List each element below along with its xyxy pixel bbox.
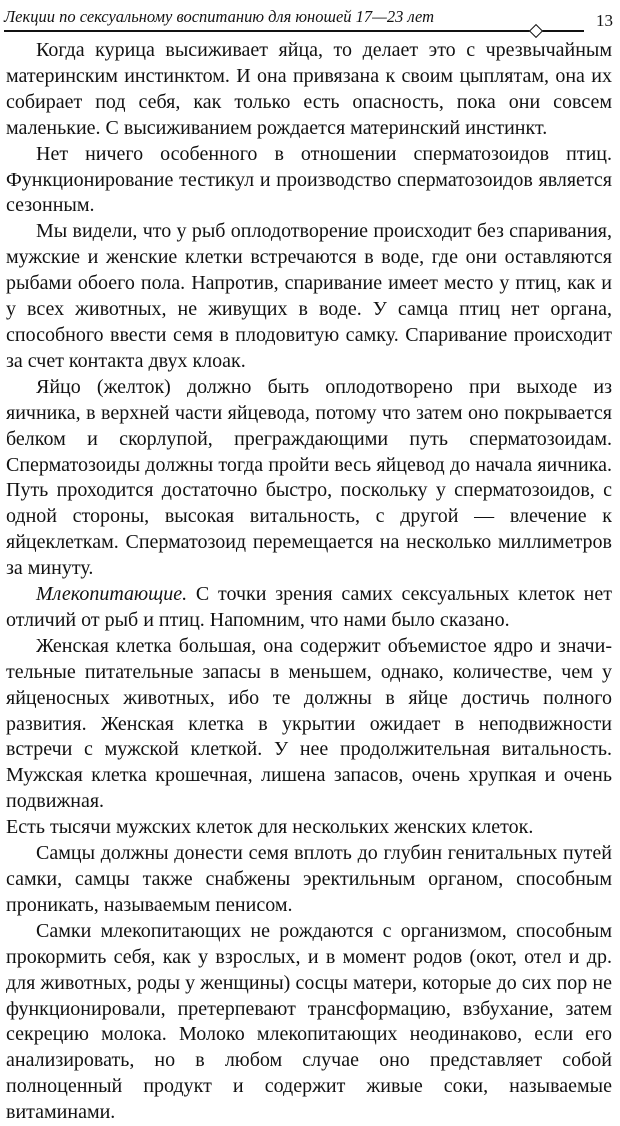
paragraph	[6, 919, 612, 1126]
paragraph-text: Когда курица высиживает яйца, то делает это с чрезвычайным материнским инстинктом. И она привязана к своим цыплятам, она их собирает под себя, как только есть опасность, пока они совсем маленькие. С высиживанием рождается материнский инстинкт.	[6, 39, 612, 139]
paragraph	[6, 815, 612, 841]
paragraph	[6, 841, 612, 919]
paragraph	[6, 634, 612, 815]
paragraph-text: Яйцо (желток) должно быть оплодотворено при выходе из яичника, в верхней части яйцевода, потому что затем оно покрывается белком и скорлупой, преграждающими путь сперматозоидам. Сперматозоиды должны тогда пройти весь яйцевод до начала яичника. Путь проходится достаточно быстро, поскольку у сперматозоидов, с одной стороны, высокая витальность, с другой — влечение к яйцеклеткам. Сперматозоид перемещается на несколько миллиметров за минуту.	[6, 375, 612, 580]
paragraph	[6, 219, 612, 374]
paragraph-text: Самцы должны донести семя вплоть до глубин генитальных путей самки, самцы также снабжены эректильным органом, способным проникать, называемым пенисом.	[6, 842, 612, 916]
paragraph-text: Нет ничего особенного в отношении сперматозоидов птиц. Функционирование тестикул и производство сперматозоидов является сезонным.	[6, 142, 612, 217]
paragraph-lead-italic: Млекопитающие.	[36, 583, 188, 606]
paragraph-text: Женская клетка большая, она содержит объемистое ядро и значительные питательные запасы в меньшем, однако, количестве, чем у яйценосных животных, ибо те должны в яйце достичь полного развития. Женская клетка в укрытии ожидает в неподвижности встречи с мужской клеткой. У нее продолжительная витальность. Мужская клетка крошечная, лишена запасов, очень хрупкая и очень подвижная.	[6, 634, 612, 813]
paragraph-text: Мы видели, что у рыб оплодотворение происходит без спаривания, мужские и женские клетки встречаются в воде, где они оставляются рыбами обоего пола. Напротив, спаривание имеет место у птиц, как и у всех животных, не живущих в воде. У самца птиц нет органа, способного ввести семя в плодовитую самку. Спаривание происходит за счет контакта двух клоак.	[6, 220, 612, 372]
paragraph	[6, 142, 612, 220]
header-ornament-diamond	[529, 24, 543, 38]
running-head: Лекции по сексуальному воспитанию для юношей 17—23 лет	[4, 7, 435, 26]
paragraph-text: Есть тысячи мужских клеток для нескольких женских клеток.	[6, 816, 534, 839]
paragraph-text: Самки млекопитающих не рождаются с организмом, способным прокормить себя, как у взрослых, и в момент родов (окот, отел и др. для животных, роды у женщины) сосцы матери, которые до сих пор не функционировали, претерпевают трансформацию, взбухание, затем секрецию молока. Молоко млекопитающих неодинаково, если его анализировать, но в любом случае оно представляет собой полноценный продукт и содержит живые соки, называемые витаминами.	[6, 919, 612, 1124]
paragraph	[6, 38, 612, 142]
header-rule	[4, 30, 584, 32]
paragraph	[6, 582, 612, 634]
paragraph	[6, 375, 612, 582]
paragraph-text: С точки зрения самих сексуальных клеток нет отличий от рыб и птиц. Напомним, что нами было сказано.	[6, 583, 612, 631]
page-number: 13	[596, 11, 613, 30]
body-text	[6, 38, 612, 1126]
